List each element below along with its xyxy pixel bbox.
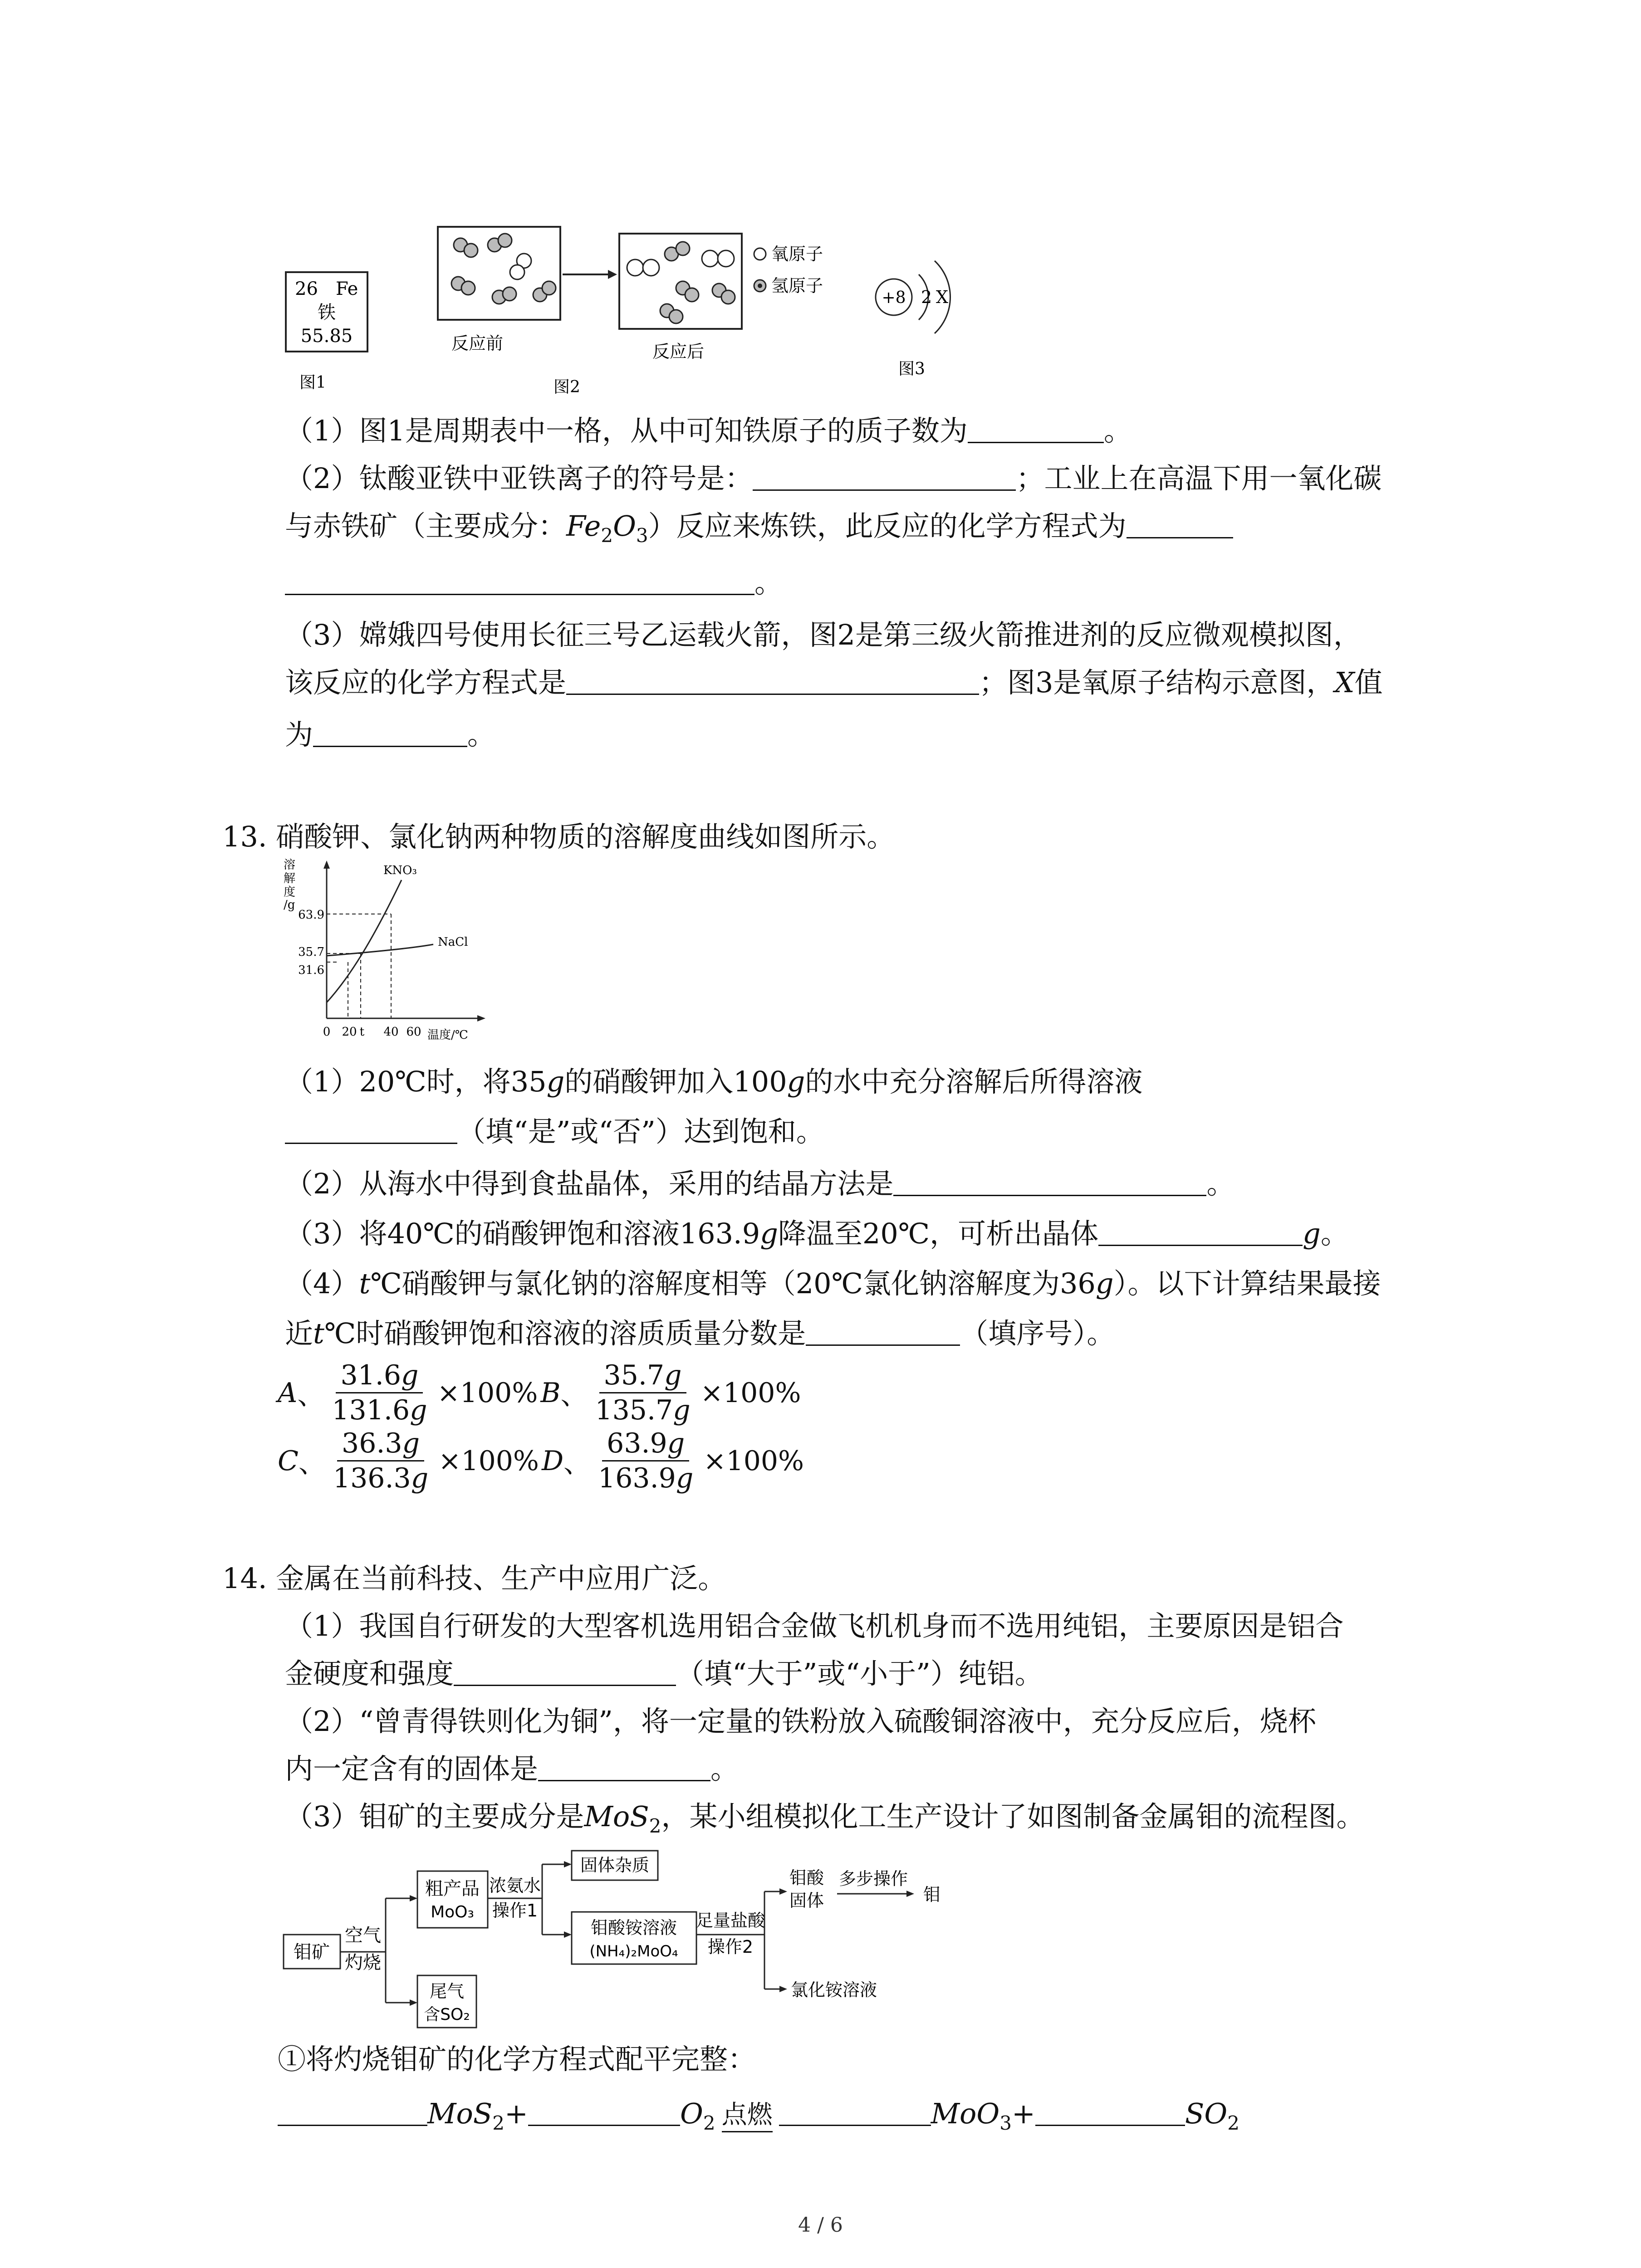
svg-text:解: 解: [284, 872, 296, 885]
option-c-fraction: $\frac{36.3g}{136.3g}$: [333, 1427, 429, 1494]
element-symbol: Fe: [336, 279, 358, 299]
svg-text:多步操作: 多步操作: [838, 1869, 908, 1889]
page-number: 4 / 6: [798, 2214, 843, 2237]
svg-text:尾气: 尾气: [429, 1981, 465, 2001]
svg-text:/g: /g: [284, 898, 295, 912]
solubility-chart: [281, 855, 508, 1050]
q14-blank-coef-moo3[interactable]: [779, 2097, 931, 2126]
q13-options-ab: A 、 $\frac{31.6g}{131.6g}$ ×100% B 、 $\frac{35.7g}{135.7g}$ ×100%: [278, 1359, 801, 1426]
q13-part3: （3）将40℃的硝酸钾饱和溶液163.9g降温至20℃，可析出晶体 g。: [285, 1217, 1349, 1250]
svg-text:浓氨水: 浓氨水: [489, 1876, 541, 1896]
molybdenum-flowchart: [279, 1848, 1068, 2030]
series-kno3-label: KNO₃: [383, 864, 417, 877]
option-a-fraction: $\frac{31.6g}{131.6g}$: [332, 1359, 427, 1426]
q14-blank-coef-o2[interactable]: [528, 2097, 680, 2126]
nucleus-charge: +8: [882, 288, 906, 307]
series-nacl-label: NaCl: [438, 935, 468, 949]
svg-text:钼: 钼: [923, 1885, 941, 1905]
q12-part2-line2: 与赤铁矿（主要成分：$Fe_2O_3$）反应来炼铁，此反应的化学方程式为: [285, 506, 1233, 556]
option-d-fraction: $\frac{63.9g}{163.9g}$: [598, 1427, 694, 1494]
q14-balanced-equation: $MoS_2+ O_2$ 点燃 $MoO_3+ SO_2$: [278, 2093, 1239, 2144]
svg-text:固体: 固体: [789, 1891, 824, 1911]
q13-part4-line2: 近t℃时硝酸钾饱和溶液的溶质质量分数是 （填序号）。: [285, 1317, 1115, 1350]
option-b-fraction: $\frac{35.7g}{135.7g}$: [595, 1359, 691, 1426]
q14-blank-coef-so2[interactable]: [1035, 2097, 1185, 2126]
q13-part1-line1: （1）20℃时，将35g的硝酸钾加入100g的水中充分溶解后所得溶液: [285, 1065, 1143, 1098]
element-name: 铁: [318, 302, 336, 323]
element-number: 26: [295, 279, 318, 299]
q13-title: 13. 硝酸钾、氯化钠两种物质的溶解度曲线如图所示。: [222, 820, 895, 853]
q14-part1-line2: 金硬度和强度 （填“大于”或“小于”）纯铝。: [285, 1657, 1043, 1690]
q12-part3-line1: （3）嫦娥四号使用长征三号乙运载火箭，图2是第三级火箭推进剂的反应微观模拟图，: [285, 618, 1362, 651]
svg-text:足量盐酸: 足量盐酸: [696, 1911, 765, 1931]
svg-text:粗产品: 粗产品: [425, 1878, 480, 1899]
x-axis-label: 温度/℃: [427, 1028, 468, 1042]
x-tick: 20: [342, 1025, 357, 1039]
q13-blank-crystal-mass[interactable]: [1098, 1217, 1303, 1246]
svg-text:钼酸铵溶液: 钼酸铵溶液: [590, 1918, 677, 1938]
q14-blank-solid[interactable]: [538, 1752, 710, 1781]
q12-part3-line2: 该反应的化学方程式是 ；图3是氧原子结构示意图，X值: [285, 666, 1383, 699]
q14-eq-intro: ①将灼烧钼矿的化学方程式配平完整：: [278, 2043, 756, 2076]
svg-text:灼烧: 灼烧: [345, 1952, 381, 1973]
svg-text:操作2: 操作2: [707, 1937, 754, 1957]
x-tick: 40: [383, 1025, 399, 1039]
q13-blank-saturated[interactable]: [285, 1114, 457, 1144]
svg-text:氧原子: 氧原子: [771, 244, 823, 264]
x-tick: t: [359, 1025, 365, 1039]
fig3-caption: 图3: [898, 360, 925, 378]
q14-blank-coef-mos2[interactable]: [278, 2097, 427, 2126]
option-b-label: B: [540, 1377, 561, 1409]
q12-blank-x-value[interactable]: [313, 718, 467, 747]
q14-part2-line2: 内一定含有的固体是 。: [285, 1752, 739, 1785]
q14-blank-hardness[interactable]: [454, 1657, 676, 1686]
periodic-cell-fe: [286, 272, 367, 392]
q14-part2-line1: （2）“曾青得铁则化为铜”，将一定量的铁粉放入硫酸铜溶液中，充分反应后，烧杯: [285, 1705, 1316, 1738]
q12-blank-proton-number[interactable]: [968, 414, 1104, 443]
after-label: 反应后: [652, 342, 705, 362]
q13-part2: （2）从海水中得到食盐晶体，采用的结晶方法是 。: [285, 1167, 1235, 1200]
svg-text:MoO₃: MoO₃: [431, 1903, 474, 1921]
kno3-curve: [327, 880, 402, 1002]
q12-blank-rocket-equation[interactable]: [566, 665, 979, 695]
outer-shell-x: X: [936, 287, 949, 307]
q12-part1: （1）图1是周期表中一格，从中可知铁原子的质子数为 。: [285, 414, 1132, 447]
reaction-after-box: [619, 234, 742, 362]
reaction-before-box: [438, 227, 560, 353]
element-mass: 55.85: [300, 326, 353, 347]
svg-text:钼酸: 钼酸: [789, 1868, 824, 1888]
q13-blank-crystallization[interactable]: [893, 1167, 1206, 1196]
fig2-caption: 图2: [554, 378, 580, 396]
q13-part4-line1: （4）t℃硝酸钾与氯化钠的溶解度相等（20℃氯化钠溶解度为36g）。以下计算结果最接: [285, 1267, 1381, 1300]
q12-part2-line1: （2）钛酸亚铁中亚铁离子的符号是： ；工业上在高温下用一氧化碳: [285, 462, 1382, 495]
svg-text:含SO₂: 含SO₂: [424, 2005, 470, 2024]
q12-blank-equation-part[interactable]: [1127, 509, 1233, 538]
q12-blank-equation-rest[interactable]: [285, 566, 754, 595]
svg-text:操作1: 操作1: [492, 1901, 538, 1921]
reaction-condition: 点燃: [722, 2099, 773, 2132]
inner-shell-count: 2: [921, 287, 932, 307]
y-tick: 31.6: [298, 963, 324, 977]
svg-text:氢原子: 氢原子: [771, 276, 823, 296]
y-tick: 63.9: [298, 908, 324, 922]
option-a-label: A: [278, 1377, 298, 1409]
before-label: 反应前: [451, 333, 504, 353]
svg-text:(NH₄)₂MoO₄: (NH₄)₂MoO₄: [589, 1942, 678, 1960]
svg-text:钼矿: 钼矿: [294, 1942, 330, 1963]
q14-part1-line1: （1）我国自行研发的大型客机选用铝合金做飞机机身而不选用纯铝，主要原因是铝合: [285, 1609, 1344, 1642]
q13-part1-line2: （填“是”或“否”）达到饱和。: [285, 1111, 824, 1152]
svg-text:溶: 溶: [284, 858, 296, 872]
x-tick: 60: [406, 1025, 421, 1039]
q12-blank-ion-symbol[interactable]: [753, 461, 1016, 491]
q13-options-cd: C 、 $\frac{36.3g}{136.3g}$ ×100% D 、 $\frac{63.9g}{163.9g}$ ×100%: [278, 1427, 804, 1494]
y-tick: 35.7: [298, 945, 324, 959]
svg-text:空气: 空气: [345, 1925, 381, 1946]
q12-figures: [272, 213, 998, 404]
q14-part3: （3）钼矿的主要成分是MoS$_2$，某小组模拟化工生产设计了如图制备金属钼的流程图。: [285, 1800, 1365, 1837]
q13-blank-option[interactable]: [806, 1316, 960, 1346]
atom-legend: [754, 244, 823, 296]
fig1-caption: 图1: [299, 373, 326, 392]
option-c-label: C: [278, 1445, 299, 1477]
svg-text:度: 度: [284, 885, 296, 899]
svg-text:固体杂质: 固体杂质: [580, 1855, 650, 1875]
option-d-label: D: [541, 1445, 564, 1477]
oxygen-atom-structure: [876, 261, 950, 378]
q12-part3-line3: 为 。: [285, 718, 496, 751]
nacl-curve: [327, 944, 433, 956]
svg-text:氯化铵溶液: 氯化铵溶液: [791, 1980, 877, 2000]
x-tick: 0: [323, 1025, 331, 1039]
q12-part2-line3: 。: [285, 562, 783, 603]
q14-title: 14. 金属在当前科技、生产中应用广泛。: [222, 1562, 726, 1595]
